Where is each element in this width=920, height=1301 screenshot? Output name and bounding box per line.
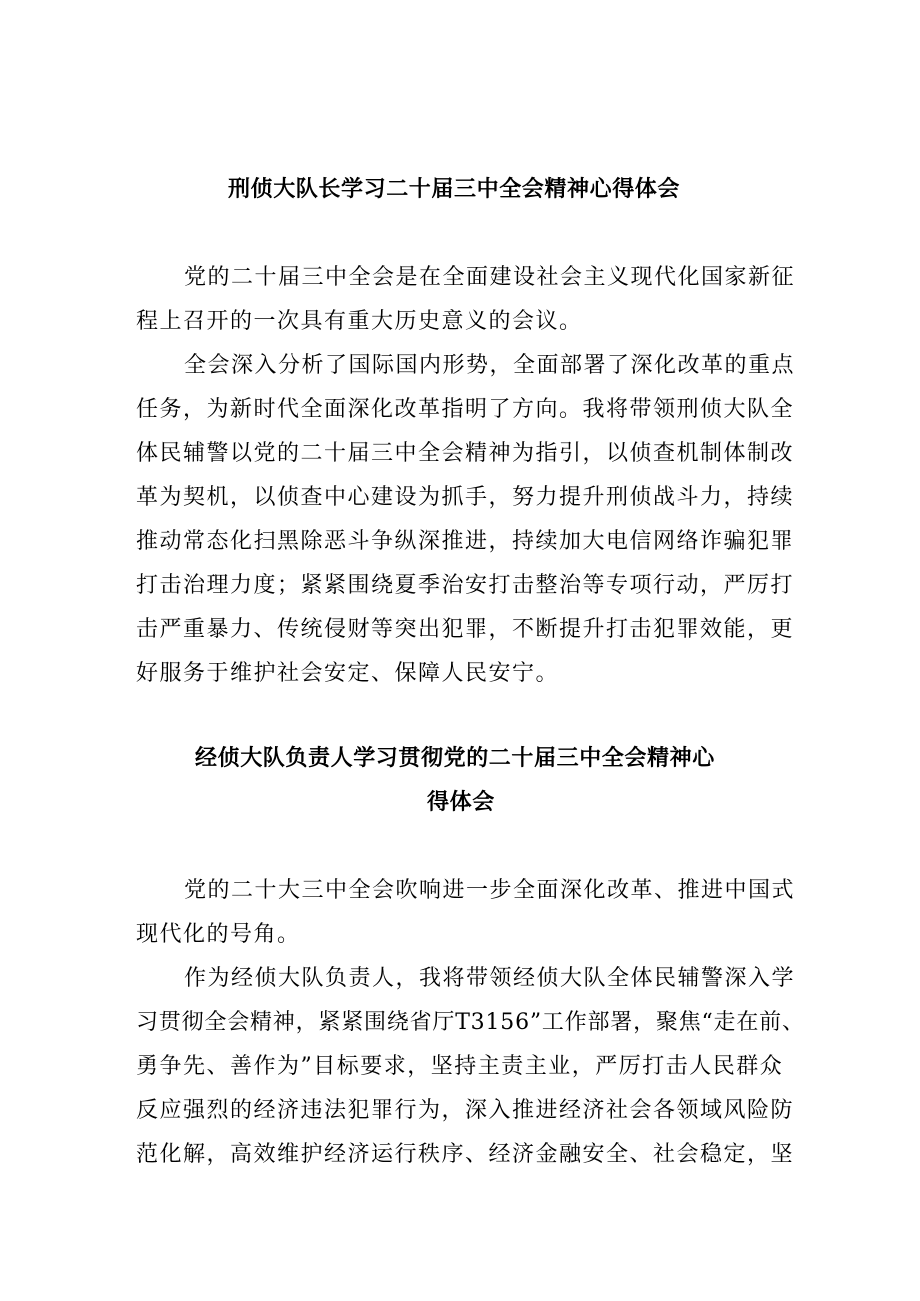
section-2-paragraph-line: 作为经侦大队负责人，我将带领经侦大队全体民辅警深入学 bbox=[184, 966, 796, 991]
section-1-paragraph-line: 程上召开的一次具有重大历史意义的会议。 bbox=[136, 309, 583, 334]
section-1-paragraph-line: 革为契机，以侦查中心建设为抓手，努力提升刑侦战斗力，持续 bbox=[136, 485, 795, 510]
section-2-paragraph-line: 党的二十大三中全会吹响进一步全面深化改革、推进中国式 bbox=[184, 878, 796, 903]
section-1-paragraph-line: 好服务于维护社会安定、保障人民安宁。 bbox=[136, 661, 560, 686]
section-2-paragraph-line: 范化解，高效维护经济运行秩序、经济金融安全、社会稳定，坚 bbox=[136, 1142, 795, 1167]
section-1-paragraph-line: 党的二十届三中全会是在全面建设社会主义现代化国家新征 bbox=[184, 265, 796, 290]
section-2-paragraph-line: 现代化的号角。 bbox=[136, 922, 301, 947]
section-1-paragraph-line: 击严重暴力、传统侵财等突出犯罪，不断提升打击犯罪效能，更 bbox=[136, 617, 795, 642]
section-2-paragraph-line: 反应强烈的经济违法犯罪行为，深入推进经济社会各领域风险防 bbox=[136, 1098, 795, 1123]
section-1-paragraph-line: 体民辅警以党的二十届三中全会精神为指引，以侦查机制体制改 bbox=[136, 441, 795, 466]
section-1-title: 刑侦大队长学习二十届三中全会精神心得体会 bbox=[228, 177, 681, 202]
section-2-title-line-2: 得体会 bbox=[427, 790, 495, 815]
section-1-paragraph-line: 任务，为新时代全面深化改革指明了方向。我将带领刑侦大队全 bbox=[136, 397, 795, 422]
section-2-paragraph-line: 勇争先、善作为”目标要求，坚持主责主业，严厉打击人民群众 bbox=[136, 1054, 784, 1079]
section-2-paragraph-line: 习贯彻全会精神，紧紧围绕省厅T3156”工作部署，聚焦“走在前、 bbox=[136, 1010, 805, 1035]
section-1-paragraph-line: 全会深入分析了国际国内形势，全面部署了深化改革的重点 bbox=[184, 353, 796, 378]
section-2-title-line-1: 经侦大队负责人学习贯彻党的二十届三中全会精神心 bbox=[195, 746, 715, 771]
section-1-paragraph-line: 推动常态化扫黑除恶斗争纵深推进，持续加大电信网络诈骗犯罪 bbox=[136, 529, 795, 554]
section-1-paragraph-line: 打击治理力度；紧紧围绕夏季治安打击整治等专项行动，严厉打 bbox=[136, 573, 795, 598]
